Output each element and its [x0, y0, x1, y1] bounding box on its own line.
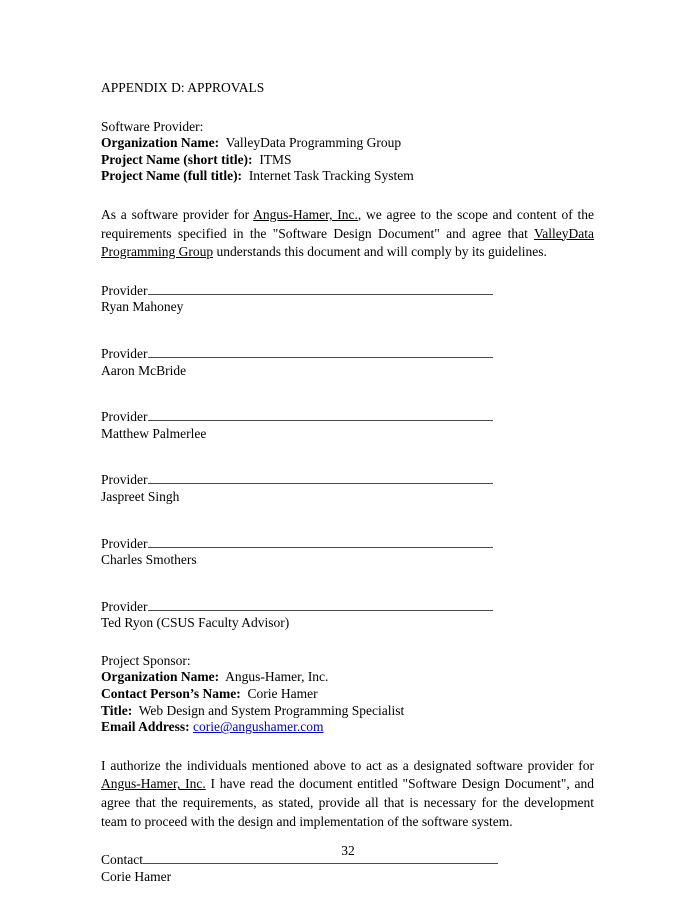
provider-project-full-title-value: Internet Task Tracking System: [248, 168, 414, 184]
signature-block: [101, 346, 594, 379]
provider-project-full-title-label: Project Name (full title):: [101, 168, 243, 184]
signature-block: [101, 283, 594, 316]
signature-label: Provider: [101, 409, 148, 425]
signature-row[interactable]: [101, 472, 594, 489]
signature-row[interactable]: [101, 409, 594, 426]
signature-rule[interactable]: [148, 283, 493, 295]
provider-agreement-text-3: understands this document and will comply by its guidelines.: [213, 244, 547, 260]
signature-label: Provider: [101, 598, 148, 614]
sponsor-email-label: Email Address:: [101, 719, 190, 735]
project-sponsor-block: [101, 653, 594, 736]
software-provider-block: [101, 119, 594, 185]
sponsor-contact-person-value: Corie Hamer: [247, 686, 318, 702]
sponsor-authorization-text-1: I authorize the individuals mentioned above to act as a designated software provider for: [101, 757, 594, 773]
signature-name: Matthew Palmerlee: [101, 425, 207, 441]
signature-name: Ryan Mahoney: [101, 299, 184, 315]
signature-block: [101, 536, 594, 569]
spacer: [101, 736, 594, 757]
provider-agreement-underline-1: Angus-Hamer, Inc.: [253, 206, 358, 222]
sponsor-organization-name-value: Angus-Hamer, Inc.: [225, 669, 329, 685]
spacer: [101, 185, 594, 206]
sponsor-title-row: [101, 703, 594, 720]
signature-name: Jaspreet Singh: [101, 488, 180, 504]
signature-row[interactable]: [101, 346, 594, 363]
sponsor-contact-person-label: Contact Person’s Name:: [101, 686, 241, 702]
signature-name: Aaron McBride: [101, 362, 187, 378]
provider-agreement-paragraph: [101, 206, 594, 262]
sponsor-title-value: Web Design and System Programming Specialist: [138, 702, 405, 718]
signature-block: [101, 599, 594, 632]
signature-label: Provider: [101, 472, 148, 488]
provider-agreement-underline-2: ValleyData Programming Group: [101, 225, 594, 260]
signature-label: Contact: [101, 852, 143, 868]
signature-row[interactable]: [101, 599, 594, 616]
spacer: [101, 632, 594, 653]
signature-name: Ted Ryon (CSUS Faculty Advisor): [101, 615, 290, 631]
document-body: [101, 80, 594, 885]
sponsor-authorization-paragraph: [101, 757, 594, 831]
signature-rule[interactable]: [148, 472, 493, 484]
project-sponsor-label: Project Sponsor:: [101, 652, 191, 668]
provider-project-short-title-label: Project Name (short title):: [101, 151, 253, 167]
sponsor-email-row: [101, 719, 594, 736]
signature-rule[interactable]: [148, 346, 493, 358]
sponsor-organization-name-row: [101, 669, 594, 686]
provider-project-full-title-row: [101, 168, 594, 185]
signature-name: Corie Hamer: [101, 868, 172, 884]
provider-organization-name-row: [101, 135, 594, 152]
signature-row[interactable]: [101, 283, 594, 300]
signature-row[interactable]: [101, 536, 594, 553]
signature-label: Provider: [101, 345, 148, 361]
signature-label: Provider: [101, 282, 148, 298]
signature-label: Provider: [101, 535, 148, 551]
sponsor-authorization-underline-1: Angus-Hamer, Inc.: [101, 776, 206, 792]
provider-signature-list: [101, 283, 594, 632]
signature-rule[interactable]: [148, 599, 493, 611]
provider-project-short-title-row: [101, 152, 594, 169]
email-link[interactable]: corie@angushamer.com: [193, 719, 324, 735]
page-title: APPENDIX D: APPROVALS: [101, 80, 265, 95]
sponsor-authorization-text-2: I have read the document entitled "Software Design Document", and agree that the requirements, as stated, provide all that is necessary for the development team to proceed with the design and implementation of the software system.: [101, 776, 594, 829]
sponsor-contact-person-row: [101, 686, 594, 703]
page-number: 32: [341, 843, 355, 858]
signature-rule[interactable]: [148, 409, 493, 421]
spacer: [101, 262, 594, 283]
signature-rule[interactable]: [148, 536, 493, 548]
signature-name: Charles Smothers: [101, 552, 197, 568]
provider-agreement-text-2: , we agree to the scope and content of the requirements specified in the "Software Design Document" and agree that: [101, 206, 594, 241]
signature-block: [101, 409, 594, 442]
provider-organization-name-label: Organization Name:: [101, 135, 220, 151]
signature-block: [101, 472, 594, 505]
provider-project-short-title-value: ITMS: [259, 151, 292, 167]
provider-organization-name-value: ValleyData Programming Group: [225, 135, 402, 151]
provider-agreement-text-1: As a software provider for: [101, 206, 254, 222]
sponsor-title-label: Title:: [101, 702, 133, 718]
software-provider-label: Software Provider:: [101, 118, 204, 134]
sponsor-organization-name-label: Organization Name:: [101, 669, 220, 685]
